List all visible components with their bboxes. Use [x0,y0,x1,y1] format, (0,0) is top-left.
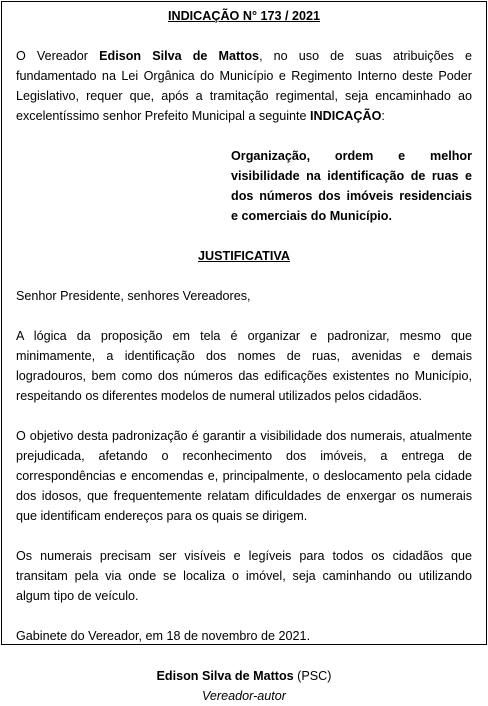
signature-name: Edison Silva de Mattos [156,669,294,683]
justification-paragraph: Os numerais precisam ser visíveis e legíveis para todos os cidadãos que transitam pela via onde se localiza o imóvel, seja caminhando ou utilizando algum tipo de veículo. [16,549,472,603]
signature-party: (PSC) [293,669,332,683]
justification-paragraph: A lógica da proposição em tela é organizar e padronizar, mesmo que minimamente, a identificação dos nomes de ruas, avenidas e demais logradouros, bem como dos números das edificações existentes no Município, respeitando os diferentes modelos de numeral utilizados pelos cidadãos. [16,329,472,403]
signature-role: Vereador-autor [201,689,286,703]
author-name: Edison Silva de Mattos [99,49,260,63]
justification-paragraph: O objetivo desta padronização é garantir a visibilidade dos numerais, atualmente prejudicada, afetando o reconhecimento dos imóveis, a entrega de correspondências e encomendas e, principalmente, o deslocamento pela cidade dos idosos, que frequentemente relatam dificuldades de enxergar os numerais que identificam endereços para os quais se dirigem. [16,429,472,523]
signature-block [16,666,472,706]
intro-suffix: : [381,109,385,123]
intro-prefix: O Vereador [16,49,100,63]
indication-subject: Organização, ordem e melhor visibilidade na identificação de ruas e dos números dos imóveis residenciais e comerciais do Município. [231,149,472,223]
closing-line: Gabinete do Vereador, em 18 de novembro de 2021. [16,629,311,643]
document-title: INDICAÇÃO N° 173 / 2021 [167,9,321,23]
indication-keyword: INDICAÇÃO [310,109,382,123]
signature-line [16,666,472,686]
intro-middle: , no uso de suas atribuições e fundamentado na Lei Orgânica do Município e Regimento Interno deste Poder Legislativo, requer que, após a tramitação regimental, seja encaminhado ao excelentíssimo senhor Prefeito Municipal a seguinte [16,49,472,123]
intro-paragraph [16,46,472,126]
document-page [1,1,487,703]
salutation: Senhor Presidente, senhores Vereadores, [16,289,251,303]
justification-title: JUSTIFICATIVA [198,249,290,263]
